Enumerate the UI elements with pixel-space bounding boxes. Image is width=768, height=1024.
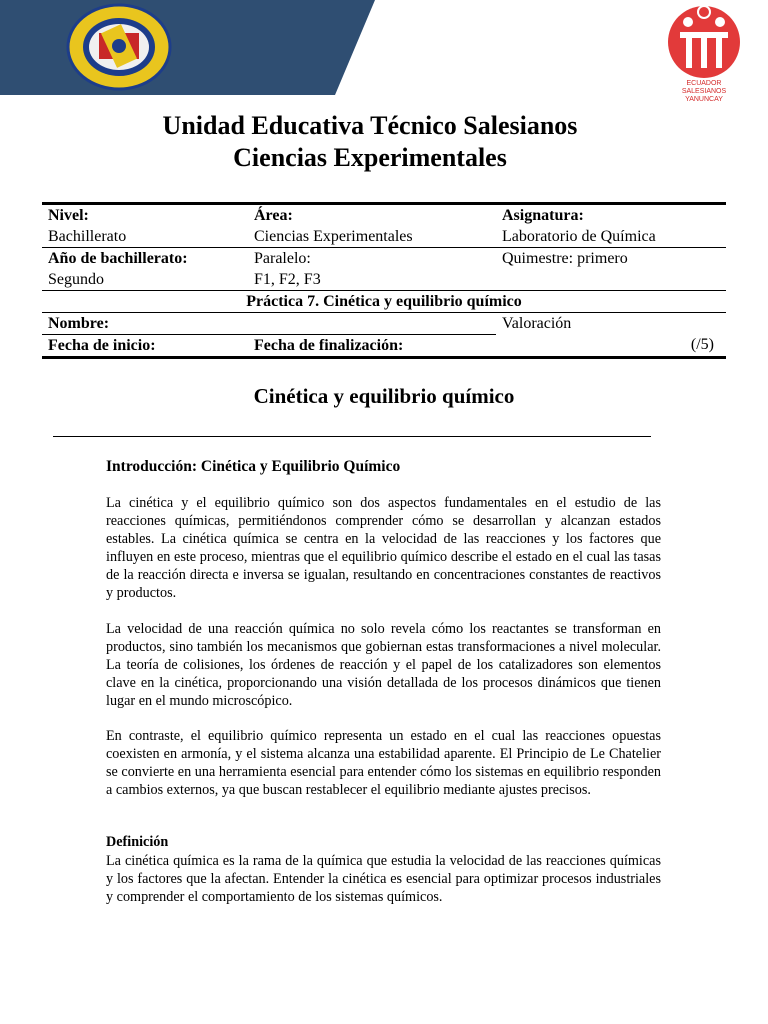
paragraph-3 — [106, 727, 661, 799]
title-school: Unidad Educativa Técnico Salesianos — [162, 111, 578, 140]
score: (/5) — [690, 336, 714, 353]
fecha-fin-label: Fecha de finalización: — [248, 335, 496, 358]
definition-paragraph — [106, 852, 661, 906]
area-label: Área: — [248, 204, 496, 227]
paragraph-2-text: La velocidad de una reacción química no solo revela cómo los reactantes se transforman en productos, sino también los mecanismos que gobiernan estas transformaciones a nivel molecular. La teoría de colisiones, los órdenes de reacción y el papel de los catalizadores son elementos clave en la cinética, proporcionando una visión detallada de los procesos dinámicos que tienen lugar en el mundo microscópico. — [106, 621, 661, 709]
document-heading: Cinética y equilibrio químico — [253, 384, 515, 408]
valoracion-cell — [496, 313, 726, 358]
heading-rule — [53, 436, 651, 437]
asignatura-value: Laboratorio de Química — [502, 228, 656, 245]
nivel-value: Bachillerato — [48, 228, 127, 245]
title-department: Ciencias Experimentales — [233, 143, 507, 172]
brand-text-country: ECUADOR — [686, 80, 722, 87]
brand-text-location: YANUNCAY — [685, 96, 723, 103]
valoracion-label: Valoración — [502, 315, 572, 332]
asignatura-label: Asignatura: — [496, 204, 726, 227]
brand-text-name: SALESIANOS — [681, 88, 727, 95]
anio-value: Segundo — [48, 271, 104, 288]
anio-label: Año de bachillerato: — [42, 248, 248, 270]
paralelo-value: F1, F2, F3 — [254, 271, 321, 288]
paralelo-label: Paralelo: — [248, 248, 496, 270]
definition-heading: Definición — [106, 834, 169, 850]
quimestre: Quimestre: primero — [496, 248, 726, 270]
paragraph-1-text: La cinética y el equilibrio químico son dos aspectos fundamentales en el estudio de las reacciones químicas, permitiéndonos comprender cómo se desarrollan y alcanzan estados estables. La cinética química se centra en la velocidad de las reacciones y los factores que influyen en este proceso, mientras que el equilibrio químico describe el estado en el cual las tasas de la reacción directa e inversa se igualan, resultando en concentraciones constantes de reactivos y productos. — [106, 495, 661, 601]
practica-title: Práctica 7. Cinética y equilibrio químico — [42, 291, 726, 313]
paragraph-1 — [106, 494, 661, 602]
fecha-inicio-label: Fecha de inicio: — [42, 335, 248, 358]
brand-text — [664, 80, 744, 104]
intro-heading: Introducción: Cinética y Equilibrio Químico — [106, 458, 401, 475]
info-table — [42, 202, 726, 359]
nombre-label: Nombre: — [42, 313, 248, 335]
definition-text: La cinética química es la rama de la química que estudia la velocidad de las reacciones químicas y los factores que la afectan. Entender la cinética es esencial para optimizar procesos industriales y comprender el comportamiento de los sistemas químicos. — [106, 853, 661, 905]
paragraph-2 — [106, 620, 661, 710]
paragraph-3-text: En contraste, el equilibrio químico representa un estado en el cual las reacciones opuestas coexisten en armonía, y el sistema alcanza una estabilidad aparente. El Principio de Le Chatelier se convierte en una herramienta esencial para entender cómo los sistemas en equilibrio responden a cambios externos, ya que buscan restablecer el equilibrio mediante ajustes precisos. — [106, 728, 661, 798]
school-seal-logo — [66, 3, 172, 91]
nivel-label: Nivel: — [42, 204, 248, 227]
area-value: Ciencias Experimentales — [254, 228, 413, 245]
nombre-field — [248, 313, 496, 335]
